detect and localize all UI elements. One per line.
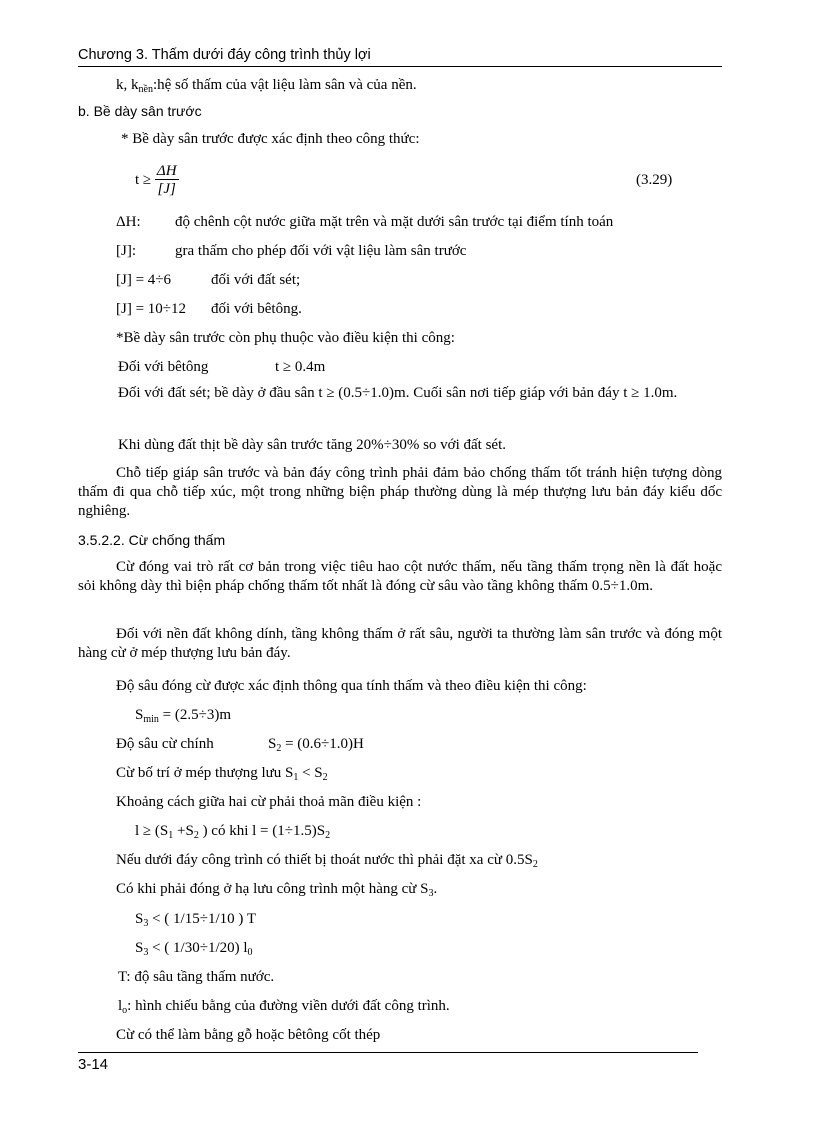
- junction-paragraph: Chỗ tiếp giáp sân trước và bản đáy công trình phải đảm bảo chống thấm tốt tránh hiện tượng dòng thấm đi qua chỗ tiếp xúc, một trong những biện pháp thường dùng là mép thượng lưu bản đáy kiểu dốc nghiêng.: [78, 465, 722, 519]
- j-clay-value: [J] = 4÷6: [116, 272, 172, 288]
- j-concrete-value: [J] = 10÷12: [116, 301, 187, 317]
- s3-formula-l0: $S_3$ < ( 1/30÷1/20) $l_0$: [135, 940, 253, 958]
- concrete-label: Đối với bêtông: [118, 359, 209, 375]
- formula-3-29: [135, 162, 179, 198]
- dh-description: độ chênh cột nước giữa mặt trên và mặt dưới sân trước tại điểm tính toán: [175, 214, 614, 230]
- t-definition: T: độ sâu tầng thấm nước.: [118, 969, 275, 985]
- upstream-pile-rule: Cừ bố trí ở mép thượng lưu $S_1 < S_2$: [116, 765, 328, 783]
- construction-dependency: *Bề dày sân trước còn phụ thuộc vào điều kiện thi công:: [116, 330, 455, 346]
- downstream-pile-rule: Có khi phải đóng ở hạ lưu công trình một hàng cừ $S_3$.: [116, 881, 438, 899]
- formula-denominator: [J]: [157, 181, 176, 198]
- chapter-header: [78, 47, 722, 67]
- section-b-heading: b. Bề dày sân trước: [78, 103, 202, 119]
- j-term: [J]:: [116, 243, 136, 259]
- spacing-intro: Khoảng cách giữa hai cừ phải thoả mãn điều kiện :: [116, 794, 422, 810]
- formula-intro: * Bề dày sân trước được xác định theo công thức:: [121, 131, 420, 147]
- j-concrete-desc: đối với bêtông.: [211, 301, 302, 317]
- formula-lhs: t ≥: [135, 172, 152, 188]
- permeability-definition: k, $k_{nền}:hệ$ số thấm của vật liệu làm sân và của nền.: [116, 77, 417, 95]
- drainage-rule: Nếu dưới đáy công trình có thiết bị thoát nước thì phải đặt xa cừ $0.5S_2$: [116, 852, 538, 870]
- main-pile-label: Độ sâu cừ chính: [116, 736, 214, 752]
- s3-formula-t: $S_3$ < ( 1/15÷1/10 ) T: [135, 911, 257, 929]
- l0-definition: $l_o$: hình chiếu bằng của đường viền dưới đất công trình.: [118, 998, 450, 1016]
- page-number: 3-14: [78, 1056, 109, 1073]
- loam-thickness: Khi dùng đất thịt bề dày sân trước tăng 20%÷30% so với đất sét.: [118, 437, 506, 453]
- concrete-thickness: t ≥ 0.4m: [275, 359, 326, 375]
- pile-depth-intro: Độ sâu đóng cừ được xác định thông qua tính thấm và theo điều kiện thi công:: [116, 678, 587, 694]
- piles-paragraph: Cừ đóng vai trò rất cơ bản trong việc tiêu hao cột nước thấm, nếu tầng thấm trọng nền là đất hoặc sỏi không dày thì biện pháp chống thấm tốt nhất là đóng cừ sâu vào tầng không thấm 0.5÷1.0m.: [78, 559, 722, 594]
- pile-material: Cừ có thể làm bằng gỗ hoặc bêtông cốt thép: [116, 1027, 381, 1043]
- spacing-formula: $l \ge (S_1 +S_2$ ) có khi $l = (1\div 1.5)S_2$: [135, 823, 331, 841]
- s-min-formula: $S_{min} = (2.5\div 3)m$: [135, 707, 232, 725]
- j-clay-desc: đối với đất sét;: [211, 272, 301, 288]
- main-pile-depth: $S_2 = (0.6\div 1.0)H$: [268, 736, 364, 754]
- dh-term: ΔH:: [116, 214, 141, 230]
- formula-fraction: [155, 163, 179, 198]
- chapter-title: Chương 3. Thấm dưới đáy công trình thủy lợi: [78, 47, 371, 63]
- formula-number: (3.29): [636, 172, 673, 188]
- j-description: gra thấm cho phép đối với vật liệu làm sân trước: [175, 243, 467, 259]
- section-3-5-2-2-heading: 3.5.2.2. Cừ chống thấm: [78, 532, 226, 548]
- footer-divider: [78, 1052, 698, 1053]
- formula-numerator: ΔH: [156, 163, 177, 180]
- non-cohesive-paragraph: Đối với nền đất không dính, tầng không thấm ở rất sâu, người ta thường làm sân trước và đóng một hàng cừ ở mép thượng lưu bản đáy.: [78, 626, 722, 661]
- clay-thickness-paragraph: Đối với đất sét; bề dày ở đầu sân t ≥ (0.5÷1.0)m. Cuối sân nơi tiếp giáp với bản đáy t ≥ 1.0m.: [118, 385, 678, 401]
